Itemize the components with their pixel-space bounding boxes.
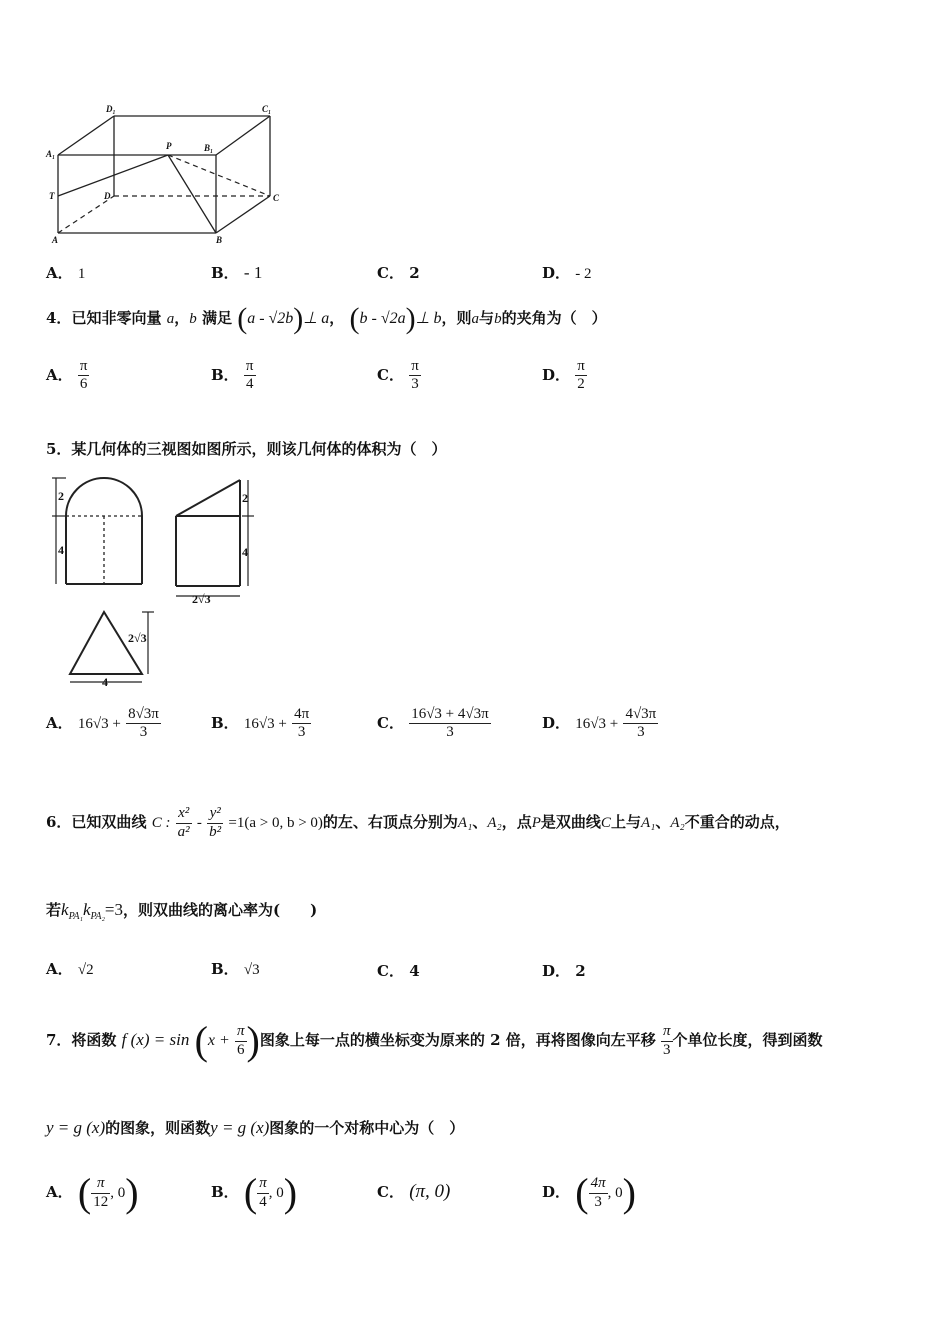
q7-option-b[interactable]: B． ( $\frac{\pi}{4}$ , 0) xyxy=(211,1170,298,1215)
label-d1: D₁ xyxy=(106,104,116,114)
label-b1: B₁ xyxy=(204,143,214,153)
dim-tri-height: 2√3 xyxy=(128,631,147,645)
dim-side-2: 2 xyxy=(242,491,248,505)
q6-stem-line2: 若$k_{PA_1}k_{PA_2}=3$，则双曲线的离心率为( ) xyxy=(46,900,318,922)
dim-front-4: 4 xyxy=(58,543,64,557)
dim-front-2: 2 xyxy=(58,489,64,503)
q5-option-b[interactable]: B． 16√3 + $\frac{4\pi}{3}$ xyxy=(211,706,310,741)
q5-option-d[interactable]: D． 16√3 + $\frac{4√3\pi}{3}$ xyxy=(542,706,657,741)
q6-option-b[interactable]: B． √3 xyxy=(211,960,260,978)
label-c: C xyxy=(273,193,280,203)
q7-option-c[interactable]: C． (π, 0) xyxy=(377,1181,451,1202)
q4-option-d[interactable]: D． $\frac{\pi}{2}$ xyxy=(542,358,585,393)
q6-option-d[interactable]: D． 2 xyxy=(542,962,586,980)
label-a1: A₁ xyxy=(46,149,56,159)
q7-option-a[interactable]: A． ( $\frac{\pi}{12}$ , 0) xyxy=(46,1170,139,1215)
label-t: T xyxy=(49,191,55,201)
label-a: A xyxy=(52,235,59,245)
label-b: B xyxy=(216,235,223,245)
q5-option-c[interactable]: C． $\frac{16√3 + 4√3\pi}{3}$ xyxy=(377,706,489,741)
dim-tri-width: 4 xyxy=(102,675,108,689)
q4-option-b[interactable]: B． $\frac{\pi}{4}$ xyxy=(211,358,254,393)
q4-stem: 4．已知非零向量 a，b 满足 (a - √2b)⊥ a， (b - √2a)⊥ b，则a与b的夹角为（ ） xyxy=(46,302,607,335)
q7-stem-line2: y = g (x)的图象，则函数y = g (x)图象的一个对称中心为（ ） xyxy=(46,1118,465,1137)
q3-option-c[interactable]: C． 2 xyxy=(377,264,420,282)
three-view-figure xyxy=(44,472,274,690)
q6-option-c[interactable]: C． 4 xyxy=(377,962,420,980)
label-c1: C₁ xyxy=(262,104,272,114)
dim-side-width: 2√3 xyxy=(192,592,211,606)
q6-option-a[interactable]: A． √2 xyxy=(46,960,94,978)
label-d: D xyxy=(104,191,111,201)
q6-stem-line1: 6．已知双曲线 C : $\frac{\text{x²}}{\text{a²}}$ - $\frac{\text{y²}}{\text{b²}}$ =1(a > 0, b > 0)的左、右顶点分别为A₁、A₂，点P是双曲线C上与A₁、A₂不重合的动点， xyxy=(46,805,790,840)
q7-option-d[interactable]: D． ( $\frac{4\pi}{3}$ , 0) xyxy=(542,1170,636,1215)
box-figure xyxy=(44,100,294,250)
q7-stem-line1: 7．将函数 f (x) = sin (x + $\frac{\pi}{6}$ )图象上每一点的横坐标变为原来的 2 倍，再将图像向左平移 $\frac{\pi}{3}$ 个单位长度，得到函数 xyxy=(46,1018,823,1063)
q3-option-d[interactable]: D． - 2 xyxy=(542,264,592,282)
q4-option-a[interactable]: A． $\frac{\pi}{6}$ xyxy=(46,358,88,393)
q3-option-a[interactable]: A． 1 xyxy=(46,264,86,282)
q5-option-a[interactable]: A． 16√3 + $\frac{8√3\pi}{3}$ xyxy=(46,706,159,741)
q5-stem: 5．某几何体的三视图如图所示，则该几何体的体积为（ ） xyxy=(46,440,447,458)
dim-side-4: 4 xyxy=(242,545,248,559)
label-p: P xyxy=(166,141,172,151)
q3-option-b[interactable]: B． - 1 xyxy=(211,263,263,282)
q4-option-c[interactable]: C． $\frac{\pi}{3}$ xyxy=(377,358,419,393)
